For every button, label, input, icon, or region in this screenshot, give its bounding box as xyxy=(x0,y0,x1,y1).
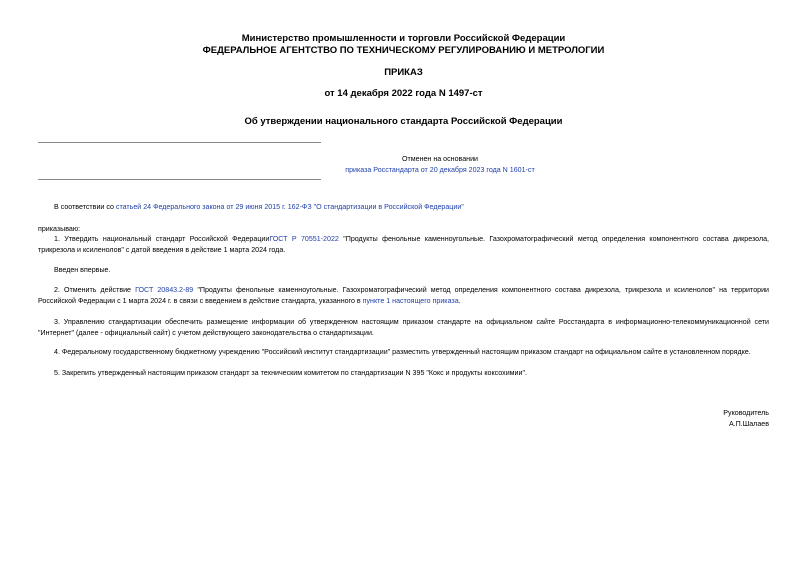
item-1-reference-link[interactable]: пункте 1 настоящего приказа xyxy=(362,296,459,305)
order-word: приказываю: xyxy=(38,225,81,233)
order-item-3: 3. Управлению стандартизации обеспечить размещение информации об утвержденном настоящим приказом стандарте на официальном сайте Росстандарта в информационно-телекоммуникационной сети "Интернет" (далее - официальный сайт) с учетом действующего законодательства о стандартизации. xyxy=(38,318,769,337)
document-type: ПРИКАЗ xyxy=(384,67,423,78)
cancellation-order-link[interactable]: приказа Росстандарта от 20 декабря 2023 года N 1601-ст xyxy=(345,166,535,174)
status-note-link-wrap xyxy=(290,165,590,175)
preamble xyxy=(38,202,769,213)
document-subject: Об утверждении национального стандарта Российской Федерации xyxy=(244,116,563,127)
item-1-text-cont: "Продукты фенольные каменноугольные. Газохроматографический метод определения компонентного состава дикрезола, трикрезола и ксиленолов" с датой введения в действие 1 марта 2024 года. xyxy=(38,235,770,254)
ministry-heading: Министерство промышленности и торговли Российской Федерации xyxy=(241,33,566,44)
item-2-text: 2. Отменить действие xyxy=(54,286,136,294)
document-date-number: от 14 декабря 2022 года N 1497-ст xyxy=(324,88,483,99)
introduced-note: Введен впервые. xyxy=(54,266,111,274)
status-note-label: Отменен на основании xyxy=(401,155,478,163)
signatory-name: А.П.Шалаев xyxy=(728,420,769,428)
agency-heading: ФЕДЕРАЛЬНОЕ АГЕНТСТВО ПО ТЕХНИЧЕСКОМУ РЕГУЛИРОВАНИЮ И МЕТРОЛОГИИ xyxy=(202,45,605,56)
item-2-text-cont: "Продукты фенольные каменноугольные. Газохроматографический метод определения компонентного состава дикрезола, трикрезола и ксиленолов" на территории Российской Федерации с 1 марта 2024 г. в связи с введением в действие стандарта, указанного в xyxy=(38,286,770,305)
item-1-text: 1. Утвердить национальный стандарт Российской Федерации xyxy=(54,235,270,243)
gost-r-70551-link[interactable]: ГОСТ Р 70551-2022 xyxy=(269,235,339,243)
order-item-2 xyxy=(38,285,769,306)
gost-20843-link[interactable]: ГОСТ 20843.2-89 xyxy=(135,286,194,294)
preamble-text: В соответствии со xyxy=(54,203,116,211)
signatory-title: Руководитель xyxy=(723,409,769,417)
order-item-1 xyxy=(38,234,769,255)
item-2-text-end: . xyxy=(458,296,461,305)
federal-law-link[interactable]: статьей 24 Федерального закона от 29 июня 2015 г. 162-ФЗ "О стандартизации в Российской Федерации" xyxy=(115,203,464,211)
order-item-5: 5. Закрепить утвержденный настоящим приказом стандарт за техническим комитетом по стандартизации N 395 "Кокс и продукты коксохимии". xyxy=(54,369,527,377)
divider-top xyxy=(38,142,321,143)
order-item-4: 4. Федеральному государственному бюджетному учреждению "Российский институт стандартизации" разместить утвержденный настоящим приказом стандарт на официальном сайте в установленном порядке. xyxy=(54,348,751,356)
divider-bottom xyxy=(38,179,321,180)
